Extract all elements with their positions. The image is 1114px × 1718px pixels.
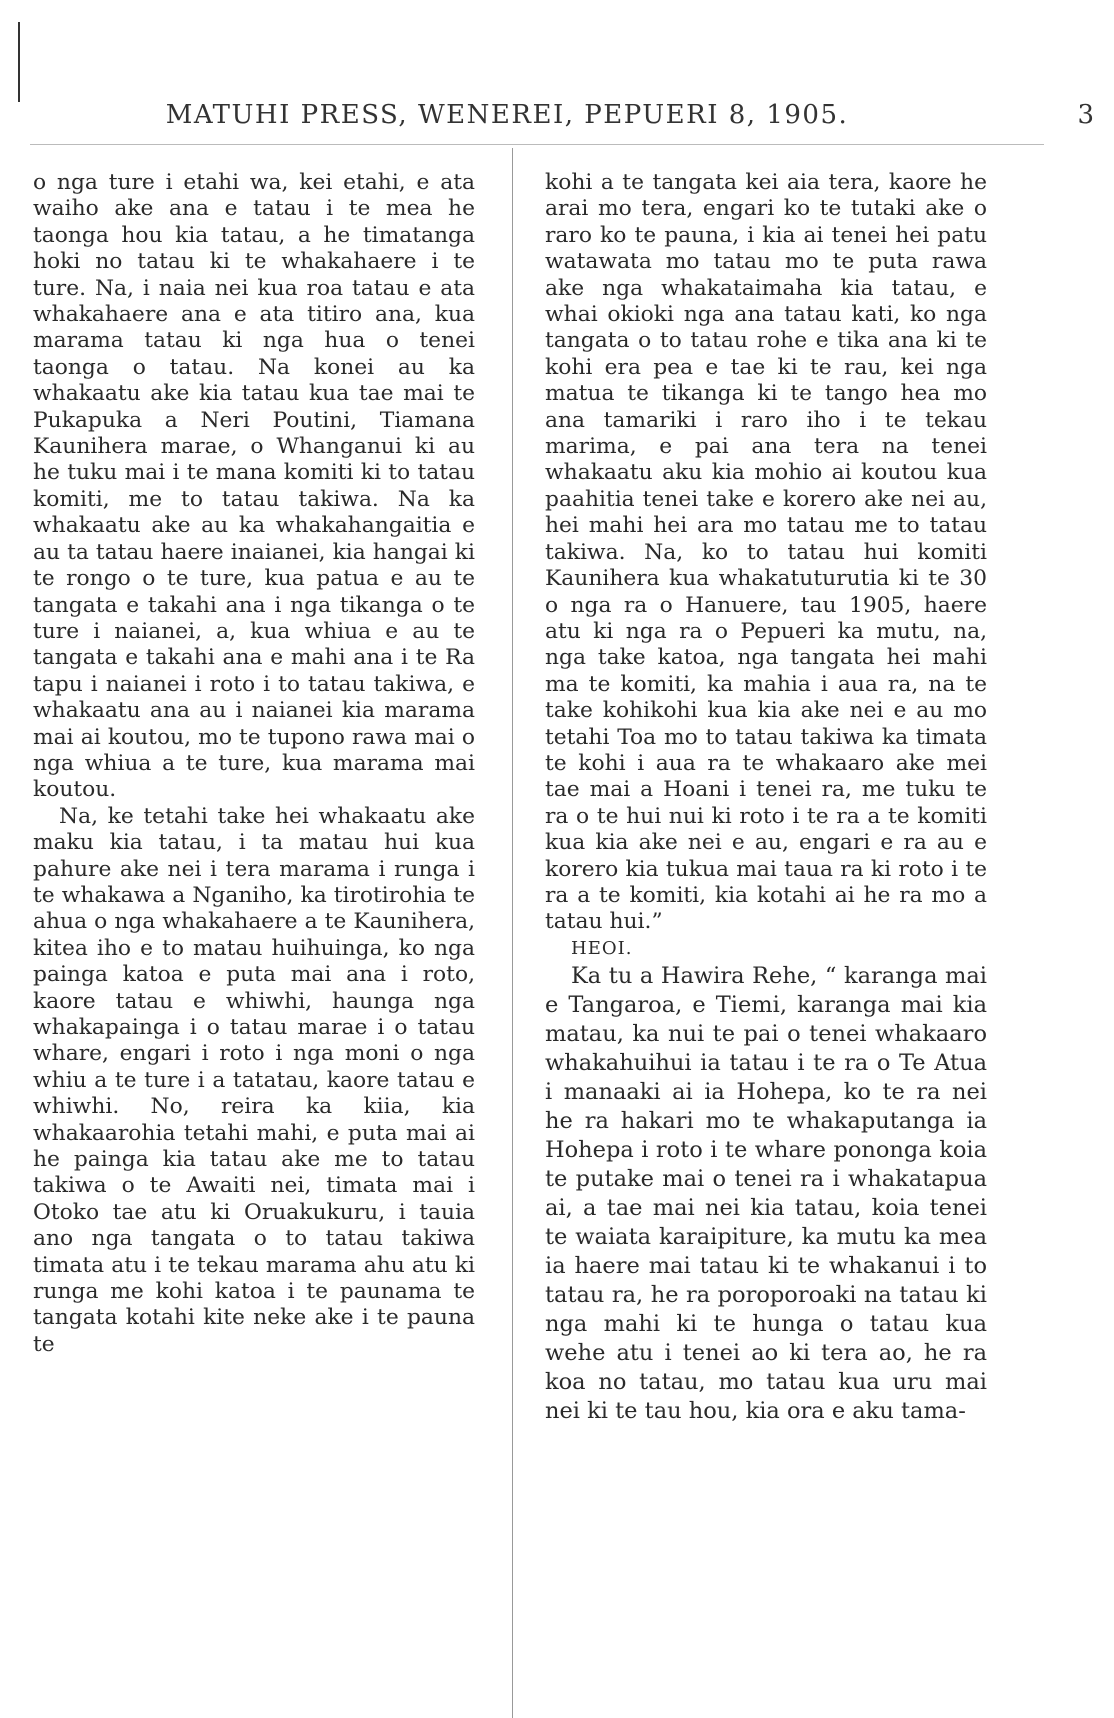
right-paragraph-1: kohi a te tangata kei aia tera, kaore he arai mo tera, engari ko te tutaki ake o raro ko te pauna, i kia ai tenei hei patu watawata mo tatau mo te puta rawa ake nga whakataimaha kia tatau, e whai okioki nga ana tatau kati, ko nga tangata o to tatau rohe e tika ana ki te kohi era pea e tae ki te rau, kei nga matua te tikanga ki te tango hea mo ana tamariki i raro iho i te tekau marima, e pai ana tera na tenei whakaatu aku kia mohio ai koutou kua paahitia tenei take e korero ake nei au, hei mahi hei ara mo tatau me to tatau takiwa. Na, ko to tatau hui komiti Kaunihera kua whakatuturutia ki te 30 o nga ra o Hanuere, tau 1905, haere atu ki nga ra o Pepueri ka mutu, na, nga take katoa, nga tangata hei mahi ma te komiti, ka mahia i aua ra, na te take kohikohi kua kia ake nei e au mo tetahi Toa mo to tatau takiwa ka timata te kohi i aua ra te whakaaro ake mei tae mai a Hoani i tenei ra, me tuku te ra o te hui nui ki roto i te ra a te komiti kua kia ake nei e au, engari e ra au e korero kia tukua mai taua ra ki roto i te ra a te komiti, kia kotahi ai he ra mo a tatau hui.” [545,170,987,935]
left-paragraph-1: o nga ture i etahi wa, kei etahi, e ata waiho ake ana e tatau i te mea he taonga hou kia tatau, a he timatanga hoki no tatau ki te whakahaere i te ture. Na, i naia nei kua roa tatau e ata whakahaere ana e ata titiro ana, kua marama tatau ki nga hua o tenei taonga o tatau. Na konei au ka whakaatu ake kia tatau kua tae mai te Pukapuka a Neri Poutini, Tiamana Kaunihera marae, o Whanganui ki au he tuku mai i te mana komiti ki to tatau komiti, me to tatau takiwa. Na ka whakaatu ake au ka whakahangaitia e au ta tatau haere inaianei, kia hangai ki te rongo o te ture, kua patua e au te tangata e takahi ana i nga tikanga o te ture i naianei, a, kua whiua e au te tangata e takahi ana e mahi ana i te Ra tapu i naianei i roto i to tatau takiwa, e whakaatu ana au i naianei kia marama mai ai koutou, mo te tupono rawa mai o nga whiua a te ture, kua marama mai koutou. [33,170,475,803]
left-column [33,170,475,1358]
margin-mark [18,22,20,102]
column-divider [512,148,513,1718]
left-paragraph-2: Na, ke tetahi take hei whakaatu ake maku kia tatau, i ta matau hui kua pahure ake nei i tera marama i runga i te whakawa a Nganiho, ka tirotirohia te ahua o nga whakahaere a te Kaunihera, kitea iho e to matau huihuinga, ko nga painga katoa e puta mai ana i roto, kaore tatau e whiwhi, haunga nga whakapainga i o tatau marae i o tatau whare, engari i roto i nga moni o nga whiu a te ture i a tatatau, kaore tatau e whiwhi. No, reira ka kiia, kia whakaarohia tetahi mahi, e puta mai ai he painga kia tatau ake me to tatau takiwa o te Awaiti nei, timata mai i Otoko tae atu ki Oruakukuru, i tauia ano nga tangata o to tatau takiwa timata atu i te tekau marama ahu atu ki runga me kohi katoa i te paunama te tangata kotahi kite neke ake i te pauna te [33,803,475,1357]
page-header [30,100,1094,145]
masthead-title: MATUHI PRESS, WENEREI, PEPUERI 8, 1905. [165,100,849,130]
signoff: HEOI. [571,937,633,959]
right-column [545,170,987,1426]
page-number: 3 [1077,100,1094,130]
right-paragraph-2: Ka tu a Hawira Rehe, “ karanga mai e Tangaroa, e Tiemi, karanga mai kia matau, ka nui te pai o tenei whakaaro whakahuihui ia tatau i te ra o Te Atua i manaaki ai ia Hohepa, ko te ra nei he ra hakari mo te whakaputanga ia Hohepa i roto i te whare pononga koia te putake mai o tenei ra i whakatapua ai, a tae mai nei kia tatau, koia tenei te waiata karaipiture, ka mutu ka mea ia haere mai tatau ki te whakanui i to tatau ra, he ra poroporoaki na tatau ki nga mahi ki te hunga o tatau kua wehe atu i tenei ao ki tera ao, he ra koa no tatau, mo tatau kua uru mai nei ki te tau hou, kia ora e aku tama- [545,963,987,1425]
